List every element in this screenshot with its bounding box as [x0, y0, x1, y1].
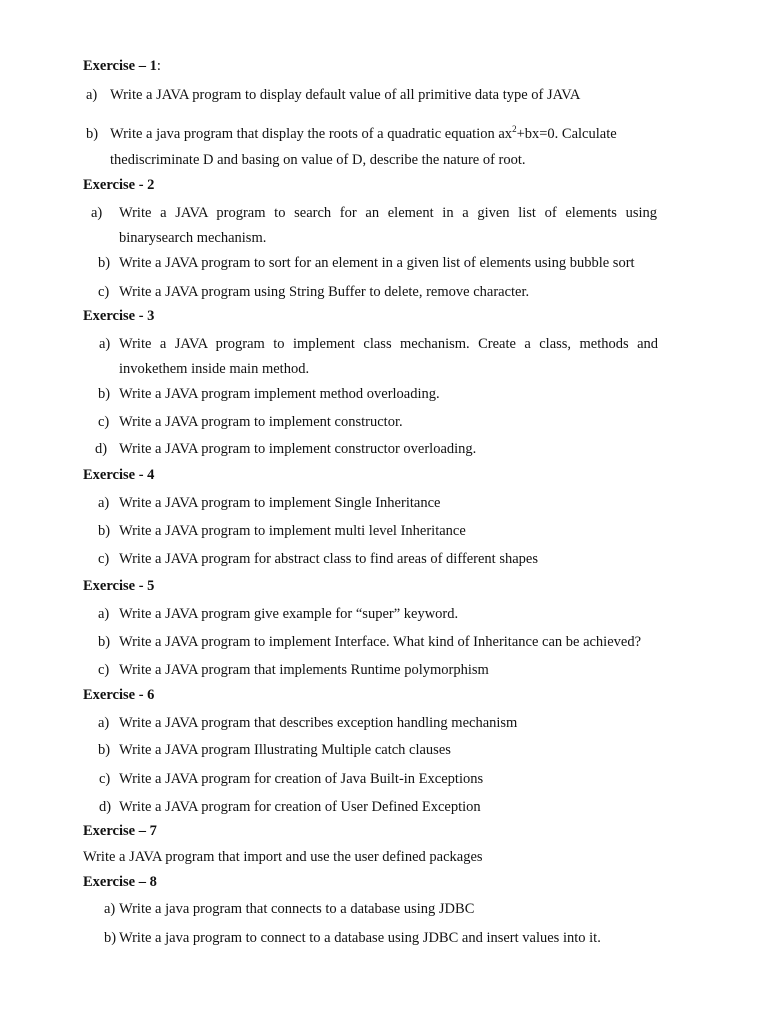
exercise-4-c-text: Write a JAVA program for abstract class to find areas of different shapes	[119, 551, 538, 567]
exercise-1-b-text-pre: Write a java program that display the roots of a quadratic equation ax	[110, 126, 513, 142]
exercise-3-d-text: Write a JAVA program to implement constructor overloading.	[119, 441, 477, 457]
exercise-2-title: Exercise - 2	[83, 177, 155, 193]
exercise-1-b-line2: thediscriminate D and basing on value of D, describe the nature of root.	[110, 152, 526, 168]
exercise-4-b-marker: b)	[98, 523, 111, 539]
exercise-5-b-text: Write a JAVA program to implement Interface. What kind of Inheritance can be achieved?	[119, 634, 642, 650]
exercise-5-c-marker: c)	[98, 662, 110, 678]
exercise-3-c-text: Write a JAVA program to implement constructor.	[119, 414, 403, 430]
exercise-3-title: Exercise - 3	[83, 308, 155, 324]
exercise-8-a-text: Write a java program that connects to a database using JDBC	[119, 901, 475, 917]
exercise-1-a-marker: a)	[86, 87, 98, 103]
exercise-3-a-line1: Write a JAVA program to implement class mechanism. Create a class, methods and	[119, 336, 658, 352]
exercise-2-a-line2: binarysearch mechanism.	[119, 230, 267, 246]
exercise-3-b-marker: b)	[98, 386, 111, 402]
exercise-2-a-marker: a)	[91, 205, 103, 221]
exercise-4-a-marker: a)	[98, 495, 110, 511]
exercise-4-c-marker: c)	[98, 551, 110, 567]
exercise-4-b-text: Write a JAVA program to implement multi level Inheritance	[119, 523, 466, 539]
exercise-2-b-marker: b)	[98, 255, 111, 271]
exercise-1-heading	[83, 58, 161, 75]
exercise-5-b-marker: b)	[98, 634, 111, 650]
exercise-2-b-text: Write a JAVA program to sort for an element in a given list of elements using bubble sort	[119, 255, 635, 271]
exercise-2-c-marker: c)	[98, 284, 110, 300]
exercise-6-a-text: Write a JAVA program that describes exception handling mechanism	[119, 715, 518, 731]
exercise-1-a-text: Write a JAVA program to display default value of all primitive data type of JAVA	[110, 87, 581, 103]
exercise-6-b-marker: b)	[98, 742, 111, 758]
exercise-8-b-marker: b)	[104, 930, 117, 946]
exercise-2-a-line1: Write a JAVA program to search for an element in a given list of elements using	[119, 205, 657, 221]
exercise-5-title: Exercise - 5	[83, 578, 155, 594]
exercise-1-b-line1	[110, 126, 617, 143]
exercise-6-a-marker: a)	[98, 715, 110, 731]
exercise-5-a-marker: a)	[98, 606, 110, 622]
exercise-6-b-text: Write a JAVA program Illustrating Multiple catch clauses	[119, 742, 451, 758]
exercise-2-c-text: Write a JAVA program using String Buffer to delete, remove character.	[119, 284, 530, 300]
exercise-5-a-text: Write a JAVA program give example for “super” keyword.	[119, 606, 459, 622]
exercise-7-text: Write a JAVA program that import and use the user defined packages	[83, 849, 483, 865]
exercise-1-b-text-post: +bx=0. Calculate	[516, 126, 617, 142]
exercise-3-d-marker: d)	[95, 441, 108, 457]
exercise-5-c-text: Write a JAVA program that implements Runtime polymorphism	[119, 662, 489, 678]
exercise-6-d-text: Write a JAVA program for creation of User Defined Exception	[119, 799, 481, 815]
exercise-4-title: Exercise - 4	[83, 467, 155, 483]
exercise-8-title: Exercise – 8	[83, 874, 157, 890]
exercise-4-a-text: Write a JAVA program to implement Single Inheritance	[119, 495, 441, 511]
exercise-7-title: Exercise – 7	[83, 823, 157, 839]
exercise-3-a-line2: invokethem inside main method.	[119, 361, 310, 377]
exercise-3-b-text: Write a JAVA program implement method overloading.	[119, 386, 440, 402]
exercise-6-title: Exercise - 6	[83, 687, 155, 703]
exercise-8-a-marker: a)	[104, 901, 116, 917]
exercise-6-c-marker: c)	[99, 771, 111, 787]
exercise-6-d-marker: d)	[99, 799, 112, 815]
exercise-3-a-marker: a)	[99, 336, 111, 352]
exercise-8-b-text: Write a java program to connect to a database using JDBC and insert values into it.	[119, 930, 601, 946]
exercise-1-b-marker: b)	[86, 126, 99, 142]
exercise-1-title: Exercise – 1	[83, 58, 157, 74]
exercise-6-c-text: Write a JAVA program for creation of Java Built-in Exceptions	[119, 771, 484, 787]
exercise-1-b-superscript: 2	[512, 124, 517, 134]
exercise-1-colon: :	[156, 58, 161, 74]
exercise-3-c-marker: c)	[98, 414, 110, 430]
